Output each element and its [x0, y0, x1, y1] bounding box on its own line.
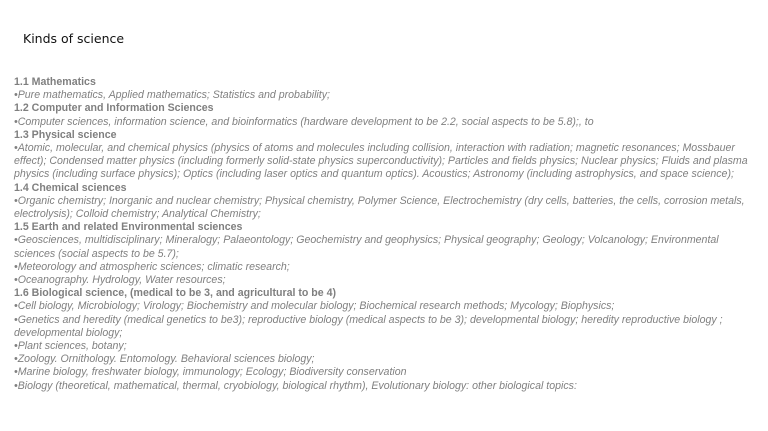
section-heading-earth-sciences: 1.5 Earth and related Environmental sciences: [14, 221, 243, 234]
section-heading-chemical-sciences: 1.4 Chemical sciences: [14, 181, 127, 194]
bullet-mathematics: •Pure mathematics, Applied mathematics; Statistics and probability;: [14, 89, 330, 102]
bullet-biology-other: •Biology (theoretical, mathematical, thermal, cryobiology, biological rhythm), Evolutionary biology: other biological topics:: [14, 379, 577, 392]
bullet-computer-sciences: •Computer sciences, information science, and bioinformatics (hardware development to be 2.2, social aspects to be 5.8);, to: [14, 115, 594, 128]
bullet-cell-biology: •Cell biology, Microbiology; Virology; Biochemistry and molecular biology; Biochemical research methods; Mycology; Biophysics;: [14, 300, 615, 313]
section-heading-mathematics: 1.1 Mathematics: [14, 76, 96, 88]
bullet-genetics: •Genetics and heredity (medical genetics to be3); reproductive biology (medical aspects to be 3); developmental biology; heredity reproductive biology ; developmental biology;: [14, 313, 723, 339]
slide-content: [14, 76, 754, 393]
section-heading-biological-science: 1.6 Biological science, (medical to be 3, and agricultural to be 4): [14, 287, 337, 300]
bullet-meteorology: •Meteorology and atmospheric sciences; climatic research;: [14, 260, 290, 273]
bullet-oceanography: •Oceanography. Hydrology, Water resources;: [14, 274, 226, 287]
bullet-plant-sciences: •Plant sciences, botany;: [14, 340, 127, 353]
bullet-chemical-sciences: •Organic chemistry; Inorganic and nuclear chemistry; Physical chemistry, Polymer Science, Electrochemistry (dry cells, batteries, the cells, corrosion metals, electrolysis); Colloid chemistry; Analytical Chemistry;: [14, 194, 745, 221]
slide-title: Kinds of science: [23, 31, 125, 46]
section-heading-computer-sciences: 1.2 Computer and Information Sciences: [14, 102, 214, 115]
bullet-geosciences: •Geosciences, multidisciplinary; Mineralogy; Palaeontology; Geochemistry and geophysics; Physical geography; Geology; Volcanology; Environmental sciences (social aspects to be 5.7);: [14, 234, 719, 260]
bullet-marine-biology: •Marine biology, freshwater biology, immunology; Ecology; Biodiversity conservation: [14, 366, 407, 379]
bullet-physical-science: •Atomic, molecular, and chemical physics (physics of atoms and molecules including collision, interaction with radiation; magnetic resonances; Mossbauer effect); Condensed matter physics (including formerly solid-state physics superconductivity); Particles and fields physics; Nuclear physics; Fluids and plasma physics (including surface physics); Optics (including laser optics and quantum optics). Acoustics; Astronomy (including astrophysics, and space science);: [14, 142, 748, 181]
bullet-zoology: •Zoology. Ornithology. Entomology. Behavioral sciences biology;: [14, 353, 315, 366]
section-heading-physical-science: 1.3 Physical science: [14, 128, 117, 141]
